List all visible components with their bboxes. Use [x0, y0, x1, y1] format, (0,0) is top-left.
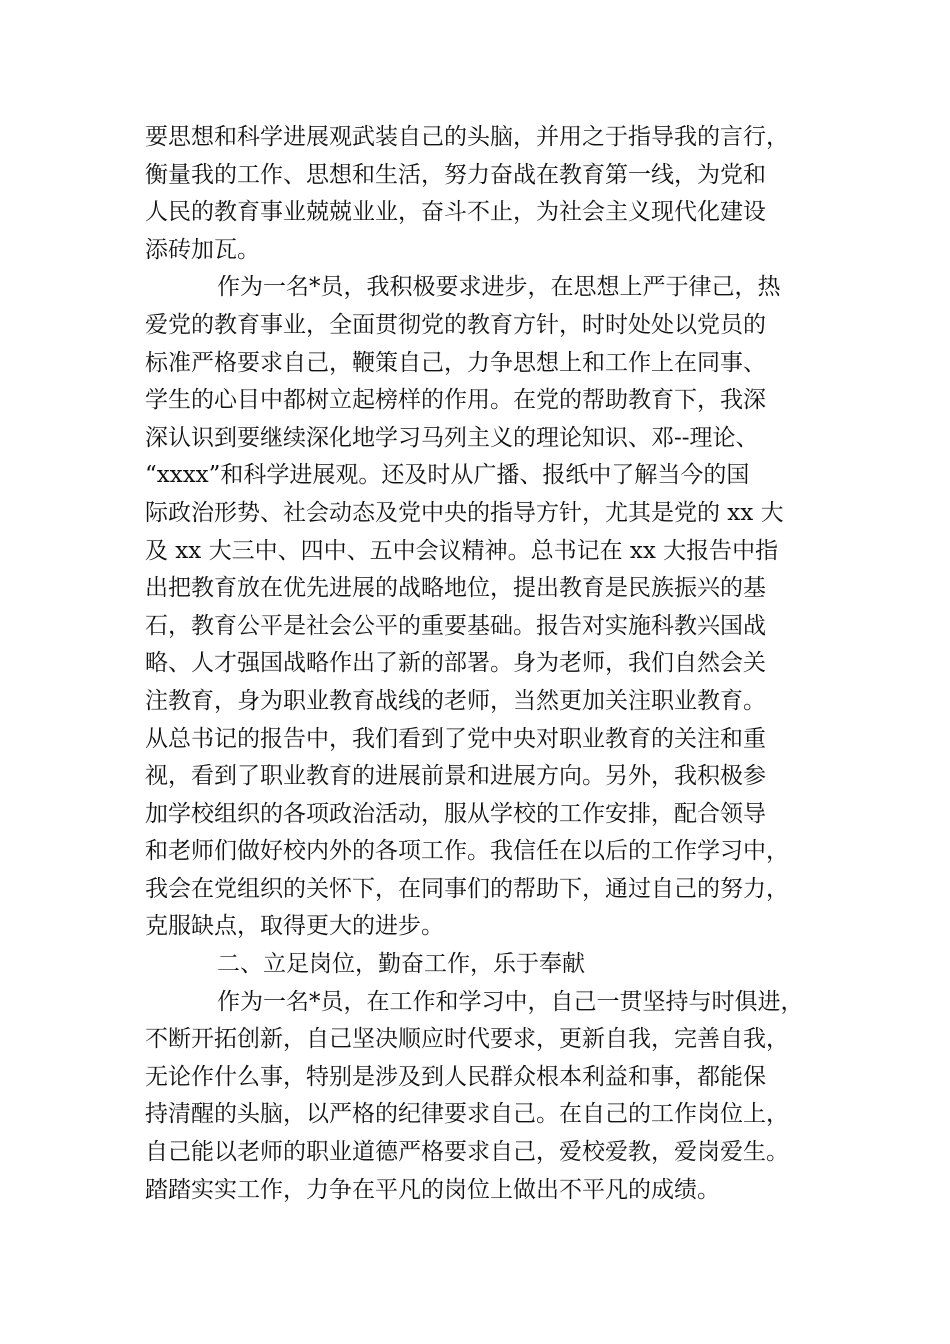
paragraph-first-line: 作为一名*员，我积极要求进步，在思想上严于律己，热	[217, 274, 781, 301]
paragraph-first-line: 作为一名*员，在工作和学习中，自己一贯坚持与时俱进，	[217, 988, 804, 1015]
text-line: 和老师们做好校内外的各项工作。我信任在以后的工作学习中，	[145, 838, 789, 865]
text-line: 及 xx 大三中、四中、五中会议精神。总书记在 xx 大报告中指	[145, 537, 779, 564]
text-line: 视，看到了职业教育的进展前景和进展方向。另外，我积极参	[145, 763, 766, 790]
text-line: 要思想和科学进展观武装自己的头脑，并用之于指导我的言行，	[145, 124, 789, 150]
text-line: 无论作什么事，特别是涉及到人民群众根本利益和事，都能保	[145, 1063, 766, 1090]
text-line: 标准严格要求自己，鞭策自己，力争思想上和工作上在同事、	[145, 349, 766, 376]
text-line: 克服缺点，取得更大的进步。	[145, 913, 444, 940]
text-line: 石，教育公平是社会公平的重要基础。报告对实施科教兴国战	[145, 612, 766, 639]
text-line: “xxxx”和科学进展观。还及时从广播、报纸中了解当今的国	[145, 462, 750, 489]
text-line: 加学校组织的各项政治活动，服从学校的工作安排，配合领导	[145, 800, 766, 827]
text-line: 略、人才强国战略作出了新的部署。身为老师，我们自然会关	[145, 650, 766, 677]
text-line: 不断开拓创新，自己坚决顺应时代要求，更新自我，完善自我，	[145, 1026, 789, 1053]
text-line: 添砖加瓦。	[145, 236, 260, 263]
text-line: 人民的教育事业兢兢业业，奋斗不止，为社会主义现代化建设	[145, 199, 766, 226]
text-line: 自己能以老师的职业道德严格要求自己，爱校爱教，爱岗爱生。	[145, 1139, 789, 1166]
text-line: 从总书记的报告中，我们看到了党中央对职业教育的关注和重	[145, 725, 766, 752]
text-line: 爱党的教育事业，全面贯彻党的教育方针，时时处处以党员的	[145, 311, 766, 338]
text-line: 衡量我的工作、思想和生活，努力奋战在教育第一线，为党和	[145, 161, 766, 188]
text-line: 出把教育放在优先进展的战略地位，提出教育是民族振兴的基	[145, 575, 766, 602]
text-line: 际政治形势、社会动态及党中央的指导方针，尤其是党的 xx 大	[145, 499, 784, 526]
text-line: 注教育，身为职业教育战线的老师，当然更加关注职业教育。	[145, 687, 766, 714]
text-line: 我会在党组织的关怀下，在同事们的帮助下，通过自己的努力，	[145, 875, 789, 902]
paragraph-first-line: 二、立足岗位，勤奋工作，乐于奉献	[217, 951, 585, 978]
text-line: 踏踏实实工作，力争在平凡的岗位上做出不平凡的成绩。	[145, 1176, 720, 1203]
text-line: 学生的心目中都树立起榜样的作用。在党的帮助教育下，我深	[145, 387, 766, 414]
body-text	[145, 119, 815, 1209]
text-line: 深认识到要继续深化地学习马列主义的理论知识、邓--理论、	[145, 424, 759, 451]
text-line: 持清醒的头脑，以严格的纪律要求自己。在自己的工作岗位上，	[145, 1101, 789, 1128]
